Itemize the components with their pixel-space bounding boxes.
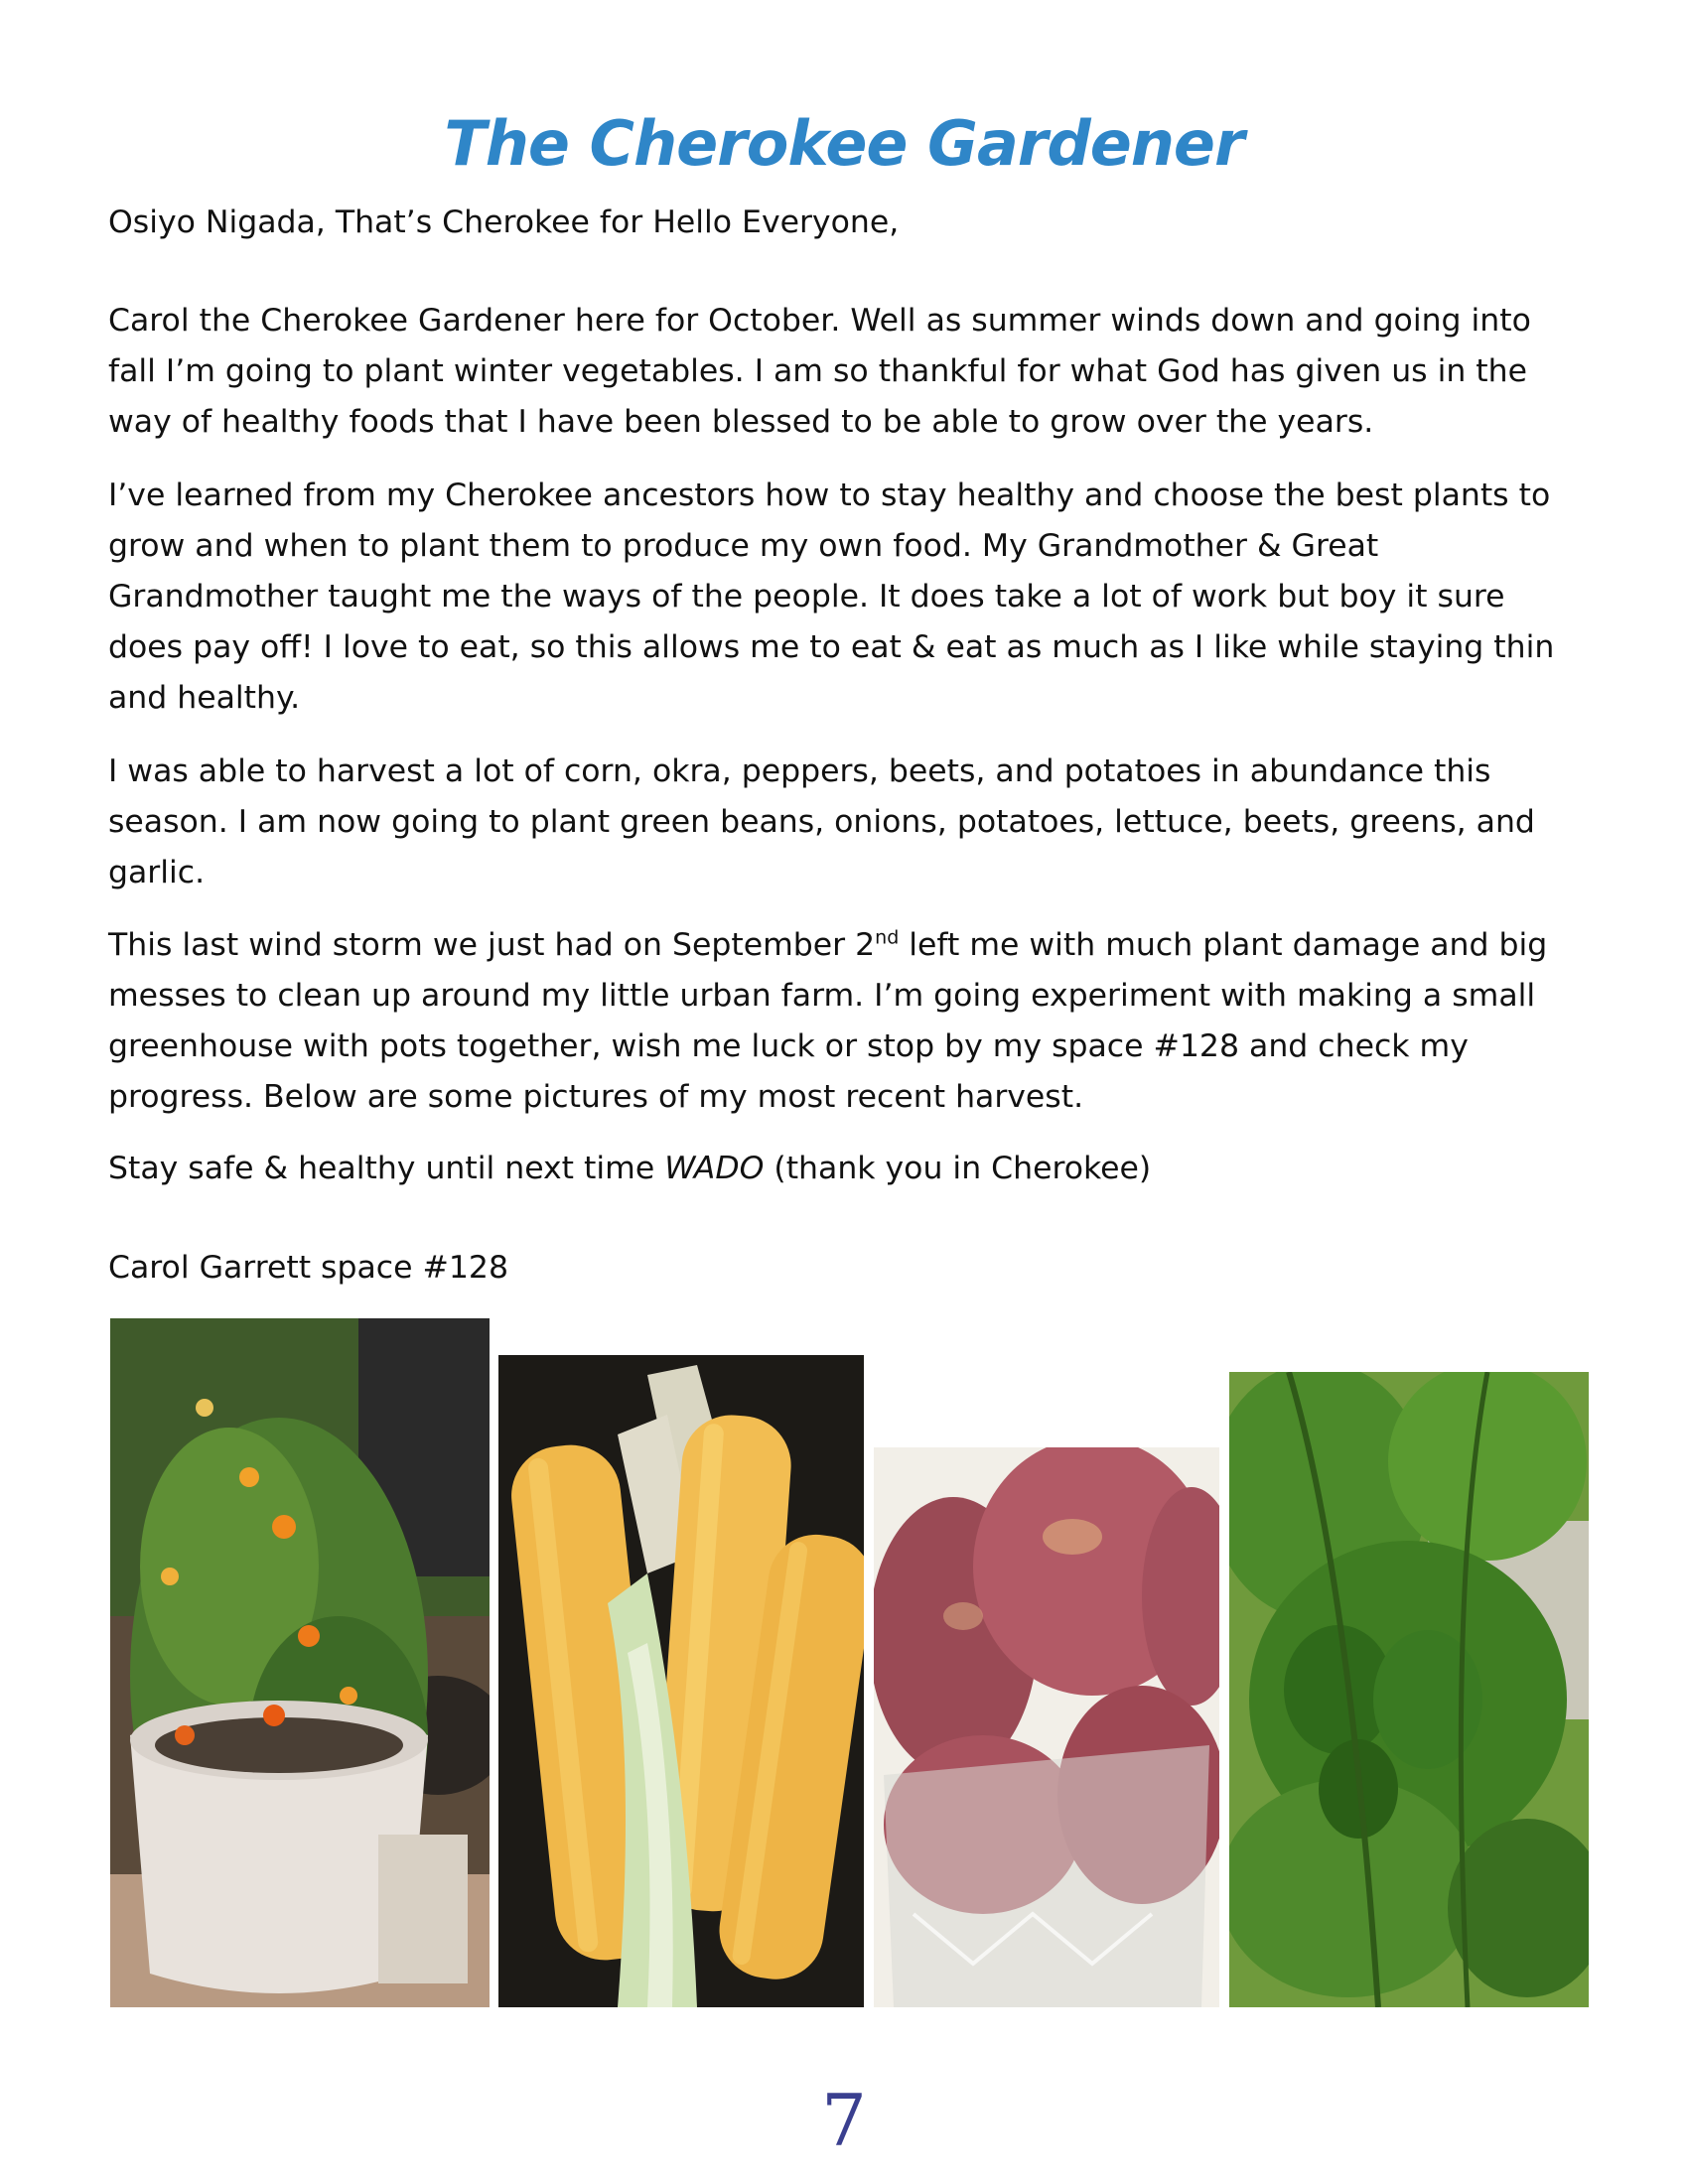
paragraph-wind-storm (108, 920, 1588, 1123)
pepper-plant-photo (1229, 1372, 1589, 2007)
corn-photo (498, 1355, 864, 2007)
closing-text-start: Stay safe & healthy until next time (108, 1151, 665, 1186)
paragraph-intro: Carol the Cherokee Gardener here for October. Well as summer winds down and going into fall I’m going to plant winter vegetables. I am so thankful for what God has given us in the way of healthy foods that I have been blessed to be able to grow over the years. (108, 303, 1531, 440)
author-signature: Carol Garrett space #128 (108, 1250, 508, 1286)
greeting-line: Osiyo Nigada, That’s Cherokee for Hello Everyone, (108, 205, 900, 240)
paragraph-closing (108, 1144, 1588, 1194)
potatoes-photo (874, 1447, 1219, 2007)
page-number: 7 (821, 2079, 867, 2162)
wind-storm-text-start: This last wind storm we just had on September 2 (108, 927, 876, 963)
tomato-plant-photo (110, 1318, 490, 2007)
wind-storm-text-end: left me with much plant damage and big messes to clean up around my little urban farm. I’m going experiment with making a small greenhouse with pots together, wish me luck or stop by my space #128 and check my progress. Below are some pictures of my most recent harvest. (108, 927, 1548, 1115)
page-title: The Cherokee Gardener (444, 107, 1244, 180)
paragraph-ancestors: I’ve learned from my Cherokee ancestors how to stay healthy and choose the best plants to grow and when to plant them to produce my own food. My Grandmother & Great Grandmother taught me the ways of the people. It does take a lot of work but boy it sure does pay off! I love to eat, so this allows me to eat & eat as much as I like while staying thin and healthy. (108, 478, 1555, 716)
paragraph-harvest: I was able to harvest a lot of corn, okra, peppers, beets, and potatoes in abundance this season. I am now going to plant green beans, onions, potatoes, lettuce, beets, greens, and garlic. (108, 753, 1535, 890)
date-ordinal-suffix: nd (875, 926, 900, 949)
wado-word: WADO (664, 1151, 765, 1186)
closing-text-end: (thank you in Cherokee) (764, 1151, 1152, 1186)
